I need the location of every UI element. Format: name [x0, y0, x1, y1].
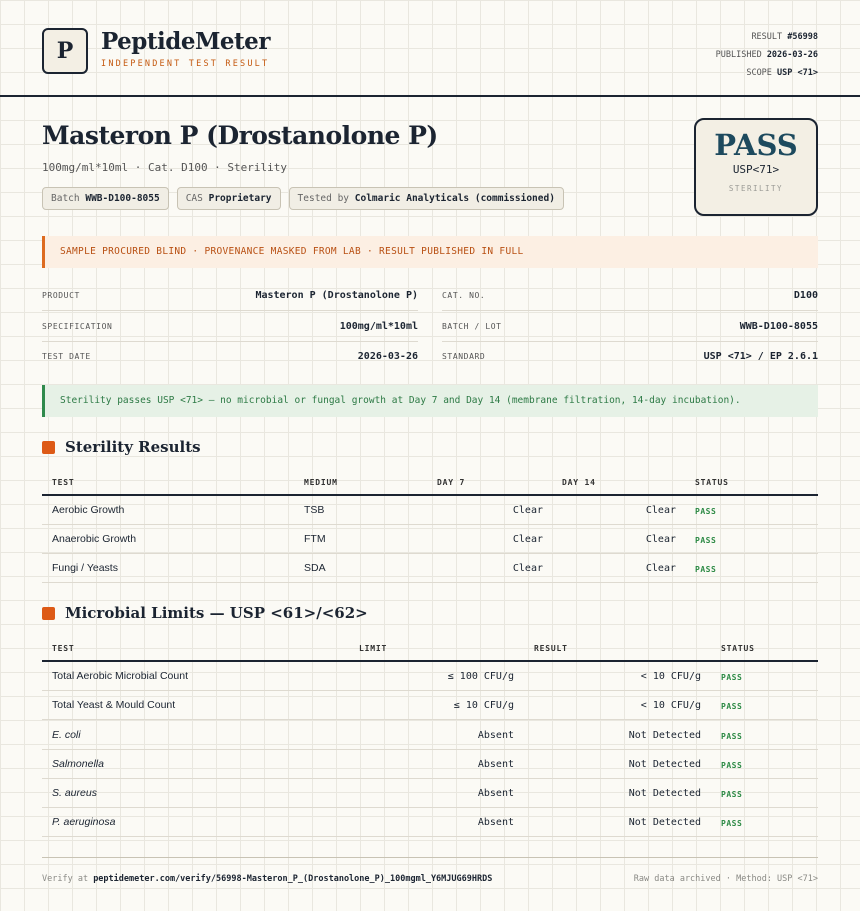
verify-link[interactable]: peptidemeter.com/verify/56998-Masteron_P_(Drostanolone_P)_100mgml_Y6MJUG69HRDS [93, 874, 493, 884]
info-batch-lot: BATCH / LOT WWB-D100-8055 [442, 312, 818, 342]
table-row: Salmonella Absent Not Detected PASS [42, 750, 818, 779]
status-badge: PASS [721, 790, 743, 799]
table-row: Total Aerobic Microbial Count ≤ 100 CFU/g < 10 CFU/g PASS [42, 662, 818, 691]
verdict-word: PASS [714, 128, 798, 162]
status-badge: PASS [695, 565, 717, 574]
verdict-badge [694, 118, 818, 216]
info-test-date: TEST DATE 2026-03-26 [42, 351, 418, 362]
summary-banner: Sterility passes USP <71> — no microbial or fungal growth at Day 7 and Day 14 (membrane filtration, 14-day incubation). [42, 385, 818, 417]
product-chips [42, 187, 564, 210]
info-product: PRODUCT Masteron P (Drostanolone P) [42, 281, 418, 311]
brand-name: PeptideMeter [101, 28, 270, 55]
section-marker-icon [42, 607, 55, 620]
table-row: Aerobic Growth TSB Clear Clear PASS [42, 496, 818, 525]
cas-chip: CAS Proprietary [177, 187, 281, 210]
microbial-table-header: TEST LIMIT RESULT STATUS [42, 634, 818, 662]
microbial-section-title: Microbial Limits — USP <61>/<62> [42, 604, 368, 622]
footer-method: Raw data archived · Method: USP <71> [633, 874, 818, 884]
table-row: Total Yeast & Mould Count ≤ 10 CFU/g < 10 CFU/g PASS [42, 691, 818, 720]
table-row: P. aeruginosa Absent Not Detected PASS [42, 808, 818, 837]
sterility-section-title: Sterility Results [42, 438, 201, 456]
published-date: PUBLISHED 2026-03-26 [715, 50, 818, 60]
status-badge: PASS [721, 819, 743, 828]
status-badge: PASS [721, 702, 743, 711]
batch-chip: Batch WWB-D100-8055 [42, 187, 169, 210]
status-badge: PASS [695, 536, 717, 545]
logo-mark: P [42, 28, 88, 74]
table-row: S. aureus Absent Not Detected PASS [42, 779, 818, 808]
table-row: E. coli Absent Not Detected PASS [42, 721, 818, 750]
product-subtitle: 100mg/ml*10ml · Cat. D100 · Sterility [42, 161, 288, 174]
brand-subtitle: INDEPENDENT TEST RESULT [101, 59, 270, 69]
status-badge: PASS [721, 673, 743, 682]
table-row: Fungi / Yeasts SDA Clear Clear PASS [42, 554, 818, 583]
product-title: Masteron P (Drostanolone P) [42, 121, 438, 150]
result-number: RESULT #56998 [751, 32, 818, 42]
scope: SCOPE USP <71> [746, 68, 818, 78]
status-badge: PASS [695, 507, 717, 516]
info-specification: SPECIFICATION 100mg/ml*10ml [42, 312, 418, 342]
status-badge: PASS [721, 732, 743, 741]
sterility-table-header: TEST MEDIUM DAY 7 DAY 14 STATUS [42, 468, 818, 496]
verify-line: Verify at peptidemeter.com/verify/56998-Masteron_P_(Drostanolone_P)_100mgml_Y6MJUG69HRDS [42, 874, 493, 884]
tested-by-chip: Tested by Colmaric Analyticals (commissioned) [289, 187, 564, 210]
provenance-banner: SAMPLE PROCURED BLIND · PROVENANCE MASKED FROM LAB · RESULT PUBLISHED IN FULL [42, 236, 818, 268]
info-standard: STANDARD USP <71> / EP 2.6.1 [442, 351, 818, 362]
report-header [0, 0, 860, 97]
verdict-standard: USP<71> [732, 163, 780, 176]
table-row: Anaerobic Growth FTM Clear Clear PASS [42, 525, 818, 554]
report-footer [42, 857, 818, 884]
info-cat-no: CAT. NO. D100 [442, 281, 818, 311]
result-meta [716, 28, 818, 82]
section-marker-icon [42, 441, 55, 454]
verdict-scope: STERILITY [728, 184, 784, 193]
status-badge: PASS [721, 761, 743, 770]
